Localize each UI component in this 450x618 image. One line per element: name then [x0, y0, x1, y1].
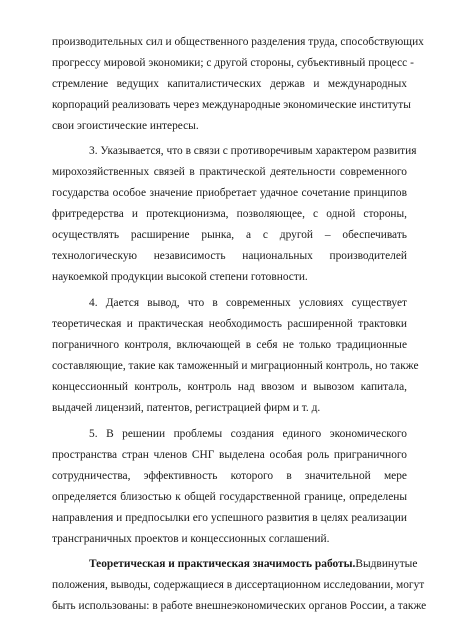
text-line: положения, выводы, содержащиеся в диссертационном исследовании, могут — [52, 579, 425, 591]
text-line: осуществлять расширение рынка, а с другой – обеспечивать — [52, 229, 407, 241]
text-line: стремление ведущих капиталистических держав и международных — [52, 78, 407, 90]
text-line: теоретическая и практическая необходимость расширенной трактовки — [52, 318, 407, 330]
text-line: мирохозяйственных связей в практической деятельности современного — [52, 166, 407, 178]
text-line: выдачей лицензий, патентов, регистрацией фирм и т. д. — [52, 402, 321, 414]
paragraph-first-line: 4. Дается вывод, что в современных условиях существует — [89, 297, 407, 309]
text-line: определяется близостью к общей государственной границе, определены — [52, 491, 407, 503]
text-line: технологическую независимость национальных производителей — [52, 250, 407, 262]
text-line: пограничного контроля, включающей в себя не только традиционные — [52, 339, 407, 351]
text-line: трансграничных проектов и концессионных соглашений. — [52, 533, 330, 545]
paragraph-first-line: 3. Указывается, что в связи с противоречивым характером развития — [89, 145, 417, 157]
text-line: составляющие, такие как таможенный и миграционный контроль, но также — [52, 360, 419, 372]
text-line: сотрудничества, эффективность которого в значительной мере — [52, 470, 407, 482]
text-line: пространства стран членов СНГ выделена особая роль приграничного — [52, 449, 407, 461]
text-line: свои эгоистические интересы. — [52, 120, 199, 132]
text-line: корпораций реализовать через международные экономические институты — [52, 99, 411, 111]
text-fragment: Выдвинутые — [355, 558, 418, 570]
text-line: наукоемкой продукции высокой степени готовности. — [52, 271, 308, 283]
section-heading-lead: Теоретическая и практическая значимость работы. — [89, 558, 356, 570]
text-line: быть использованы: в работе внешнеэкономических органов России, а также — [52, 600, 427, 612]
text-line: прогрессу мировой экономики; с другой стороны, субъективный процесс - — [52, 57, 414, 69]
text-line: государства особое значение приобретает удачное сочетание принципов — [52, 187, 407, 199]
paragraph-first-line — [89, 553, 418, 575]
text-line: концессионный контроль, контроль над ввозом и вывозом капитала, — [52, 381, 407, 393]
text-line: направления и предпосылки его успешного развития в целях реализации — [52, 512, 407, 524]
paragraph-first-line: 5. В решении проблемы создания единого экономического — [89, 428, 407, 440]
text-line: производительных сил и общественного разделения труда, способствующих — [52, 36, 424, 48]
text-line: фритредерства и протекционизма, позволяющее, с одной стороны, — [52, 208, 407, 220]
